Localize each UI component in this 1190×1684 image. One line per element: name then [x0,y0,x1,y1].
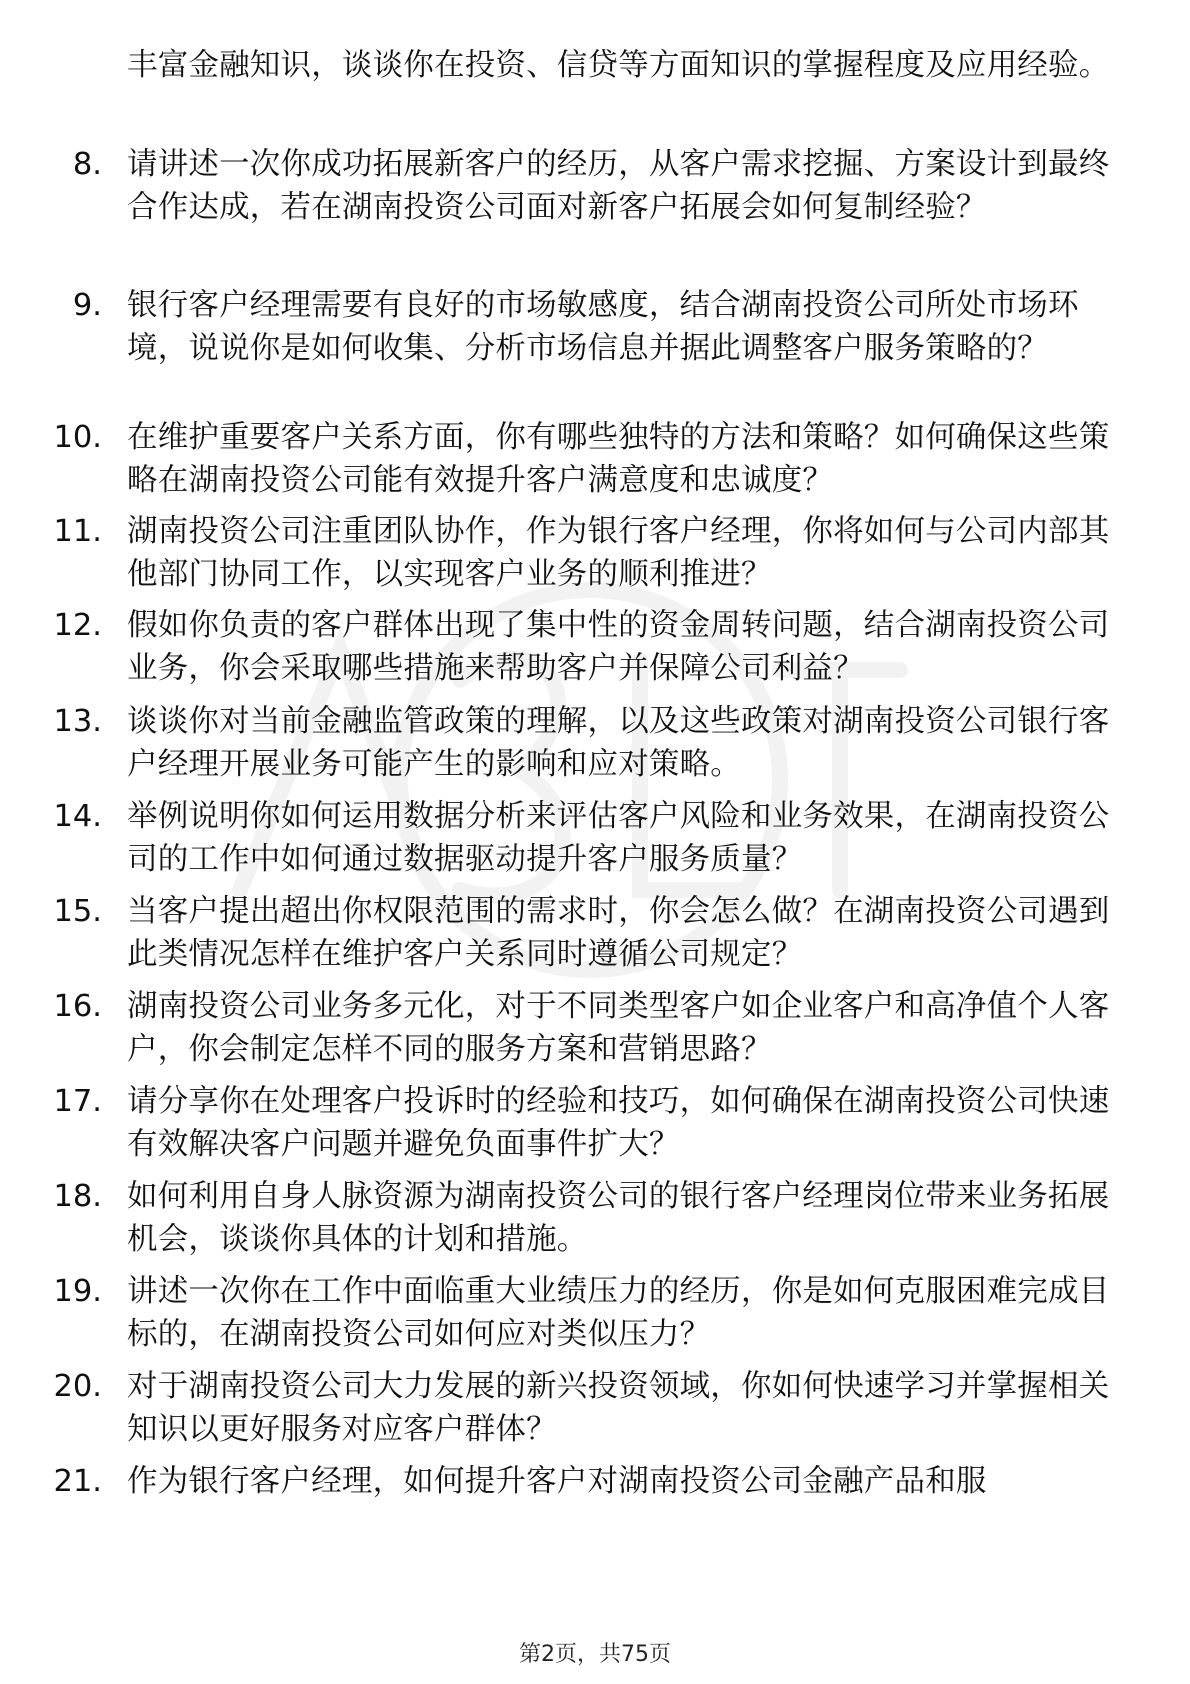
list-item-number: 18. [53,1179,102,1214]
list-item-number: 14. [53,799,102,834]
list-item-number: 10. [53,420,102,455]
list-item-number: 8. [72,147,102,182]
list-item-number: 15. [53,894,102,929]
list-item-text: 讲述一次你在工作中面临重大业绩压力的经历，你是如何克服困难完成目标的，在湖南投资公司如何应对类似压力？ [127,1274,1110,1352]
list-item-text: 举例说明你如何运用数据分析来评估客户风险和业务效果，在湖南投资公司的工作中如何通过数据驱动提升客户服务质量？ [127,799,1110,877]
list-item-text: 银行客户经理需要有良好的市场敏感度，结合湖南投资公司所处市场环境，说说你是如何收集、分析市场信息并据此调整客户服务策略的？ [127,288,1079,366]
list-item-text: 请讲述一次你成功拓展新客户的经历，从客户需求挖掘、方案设计到最终合作达成，若在湖南投资公司面对新客户拓展会如何复制经验？ [127,147,1110,225]
list-item-text: 湖南投资公司注重团队协作，作为银行客户经理，你将如何与公司内部其他部门协同工作，以实现客户业务的顺利推进？ [127,514,1110,592]
page-footer: 第2页，共75页 [519,1642,671,1667]
list-item-text: 湖南投资公司业务多元化，对于不同类型客户如企业客户和高净值个人客户，你会制定怎样不同的服务方案和营销思路？ [127,989,1110,1067]
list-item-text: 对于湖南投资公司大力发展的新兴投资领域，你如何快速学习并掌握相关知识以更好服务对应客户群体？ [127,1369,1110,1447]
list-item-text: 在维护重要客户关系方面，你有哪些独特的方法和策略？如何确保这些策略在湖南投资公司能有效提升客户满意度和忠诚度？ [127,420,1110,498]
list-item-number: 13. [53,704,102,739]
list-item-number: 11. [53,514,102,549]
list-item-number: 9. [72,288,102,323]
list-item-number: 20. [53,1369,102,1404]
list-item-text: 谈谈你对当前金融监管政策的理解，以及这些政策对湖南投资公司银行客户经理开展业务可能产生的影响和应对策略。 [127,704,1110,782]
list-item-text: 假如你负责的客户群体出现了集中性的资金周转问题，结合湖南投资公司业务，你会采取哪些措施来帮助客户并保障公司利益？ [127,608,1110,686]
list-item-number: 19. [53,1274,102,1309]
list-item-text: 当客户提出超出你权限范围的需求时，你会怎么做？在湖南投资公司遇到此类情况怎样在维护客户关系同时遵循公司规定？ [127,894,1110,972]
list-item-number: 16. [53,989,102,1024]
list-item-text: 作为银行客户经理，如何提升客户对湖南投资公司金融产品和服 [127,1464,987,1499]
list-item-number: 17. [53,1084,102,1119]
list-item-number: 21. [53,1464,102,1499]
list-item-text: 如何利用自身人脉资源为湖南投资公司的银行客户经理岗位带来业务拓展机会，谈谈你具体的计划和措施。 [127,1179,1110,1257]
continuation-paragraph: 丰富金融知识，谈谈你在投资、信贷等方面知识的掌握程度及应用经验。 [127,48,1110,83]
list-item-number: 12. [53,608,102,643]
list-item-text: 请分享你在处理客户投诉时的经验和技巧，如何确保在湖南投资公司快速有效解决客户问题并避免负面事件扩大？ [127,1084,1110,1162]
